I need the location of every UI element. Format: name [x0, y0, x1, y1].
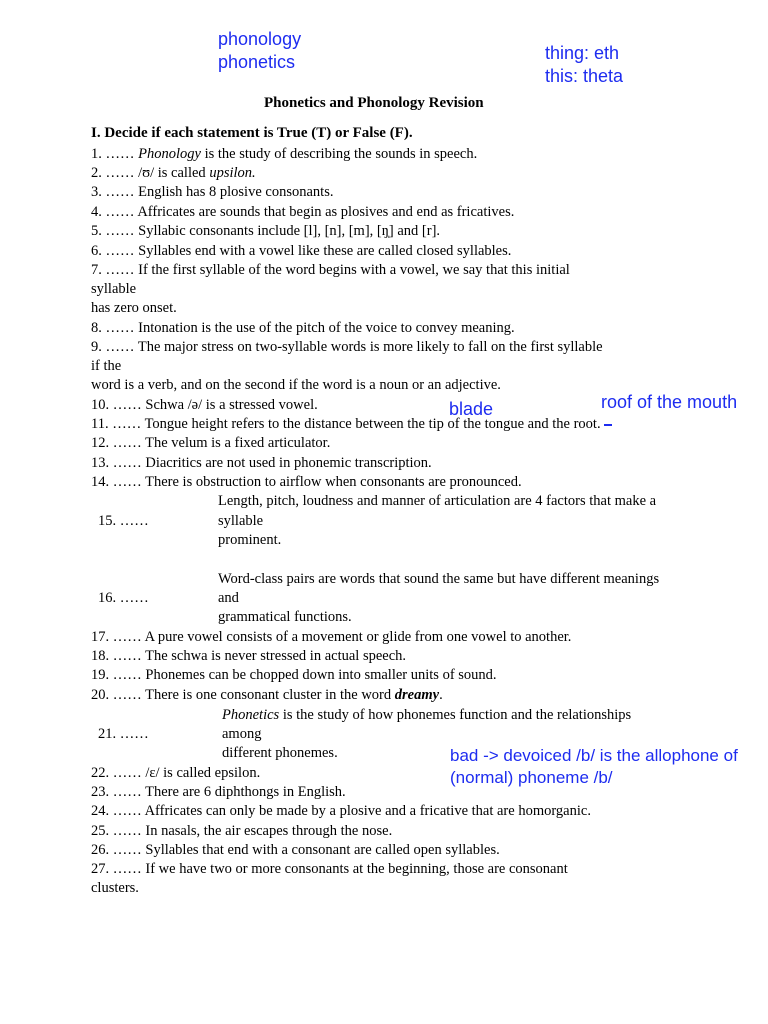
item-1-text: is the study of describing the sounds in speech.	[200, 146, 478, 162]
item-20-prefix: 20. …… There is one consonant cluster in the word	[91, 687, 395, 703]
item-21-line1	[222, 706, 631, 726]
item-8: 8. …… Intonation is the use of the pitch of the voice to convey meaning.	[91, 320, 515, 336]
annotation-this-theta: this: theta	[545, 66, 624, 86]
item-12: 12. …… The velum is a fixed articulator.	[91, 435, 331, 451]
item-15-number: 15. ……	[98, 513, 149, 529]
annotation-dash-mark	[604, 424, 612, 426]
item-9-line3: word is a verb, and on the second if the word is a noun or an adjective.	[91, 377, 501, 393]
item-21-number: 21. ……	[98, 726, 149, 742]
item-2-prefix: 2. …… /ʊ/ is called	[91, 165, 210, 181]
item-27-line1: 27. …… If we have two or more consonants at the beginning, those are consonant	[91, 861, 568, 877]
item-20-suffix: .	[439, 687, 443, 703]
item-19: 19. …… Phonemes can be chopped down into smaller units of sound.	[91, 667, 497, 683]
item-10: 10. …… Schwa /ə/ is a stressed vowel.	[91, 397, 318, 413]
item-2-emphasis: upsilon.	[209, 165, 256, 181]
item-11: 11. …… Tongue height refers to the distance between the tip of the tongue and the root.	[91, 416, 601, 432]
item-4: 4. …… Affricates are sounds that begin as plosives and end as fricatives.	[91, 204, 515, 220]
annotation-phonology: phonology	[218, 29, 302, 49]
item-27-line2: clusters.	[91, 880, 139, 896]
section-heading: I. Decide if each statement is True (T) or False (F).	[91, 125, 413, 141]
annotation-phonetics: phonetics	[218, 52, 296, 72]
item-23: 23. …… There are 6 diphthongs in English.	[91, 784, 346, 800]
item-18: 18. …… The schwa is never stressed in actual speech.	[91, 648, 407, 664]
item-15-line3: prominent.	[218, 532, 282, 548]
item-1-prefix: 1. ……	[91, 146, 139, 162]
item-26: 26. …… Syllables that end with a consonant are called open syllables.	[91, 842, 500, 858]
item-20-emphasis: dreamy	[394, 687, 440, 703]
annotation-roof-of-mouth: roof of the mouth	[601, 392, 738, 412]
item-1-emphasis: Phonology	[138, 146, 201, 162]
item-21-line2: among	[222, 726, 262, 742]
item-25: 25. …… In nasals, the air escapes through the nose.	[91, 823, 393, 839]
item-21-line3: different phonemes.	[222, 745, 338, 761]
annotation-thing-eth: thing: eth	[545, 43, 620, 63]
item-16-line2: and	[218, 590, 239, 606]
item-15-line1: Length, pitch, loudness and manner of articulation are 4 factors that make a	[218, 493, 657, 509]
item-9-line2: if the	[91, 358, 122, 374]
annotation-bad-allophone-line2: (normal) phoneme /b/	[450, 768, 613, 787]
document-title: Phonetics and Phonology Revision	[264, 95, 484, 111]
item-16-line3: grammatical functions.	[218, 609, 352, 625]
item-22: 22. …… /ɛ/ is called epsilon.	[91, 765, 261, 781]
item-6: 6. …… Syllables end with a vowel like these are called closed syllables.	[91, 243, 512, 259]
item-15-line2: syllable	[218, 513, 264, 529]
item-9-line1: 9. …… The major stress on two-syllable words is more likely to fall on the first syllable	[91, 339, 603, 355]
item-2	[91, 164, 256, 184]
item-13: 13. …… Diacritics are not used in phonemic transcription.	[91, 455, 432, 471]
item-20	[91, 686, 443, 706]
item-14: 14. …… There is obstruction to airflow when consonants are pronounced.	[91, 474, 522, 490]
item-21-emphasis: Phonetics	[222, 707, 280, 723]
item-21-text: is the study of how phonemes function and the relationships	[279, 707, 632, 723]
item-1	[91, 145, 477, 165]
item-16-number: 16. ……	[98, 590, 149, 606]
item-5: 5. …… Syllabic consonants include [l], [n], [m], [ŋ̩] and [r].	[91, 223, 441, 239]
item-16-line1: Word-class pairs are words that sound the same but have different meanings	[218, 571, 660, 587]
item-7-line3: has zero onset.	[91, 300, 177, 316]
item-24: 24. …… Affricates can only be made by a plosive and a fricative that are homorganic.	[91, 803, 591, 819]
item-7-line1: 7. …… If the first syllable of the word begins with a vowel, we say that this initial	[91, 262, 570, 278]
annotation-bad-allophone-line1: bad -> devoiced /b/ is the allophone of	[450, 746, 738, 765]
item-17: 17. …… A pure vowel consists of a movement or glide from one vowel to another.	[91, 629, 572, 645]
annotation-blade: blade	[449, 399, 494, 419]
item-7-line2: syllable	[91, 281, 137, 297]
item-3: 3. …… English has 8 plosive consonants.	[91, 184, 334, 200]
